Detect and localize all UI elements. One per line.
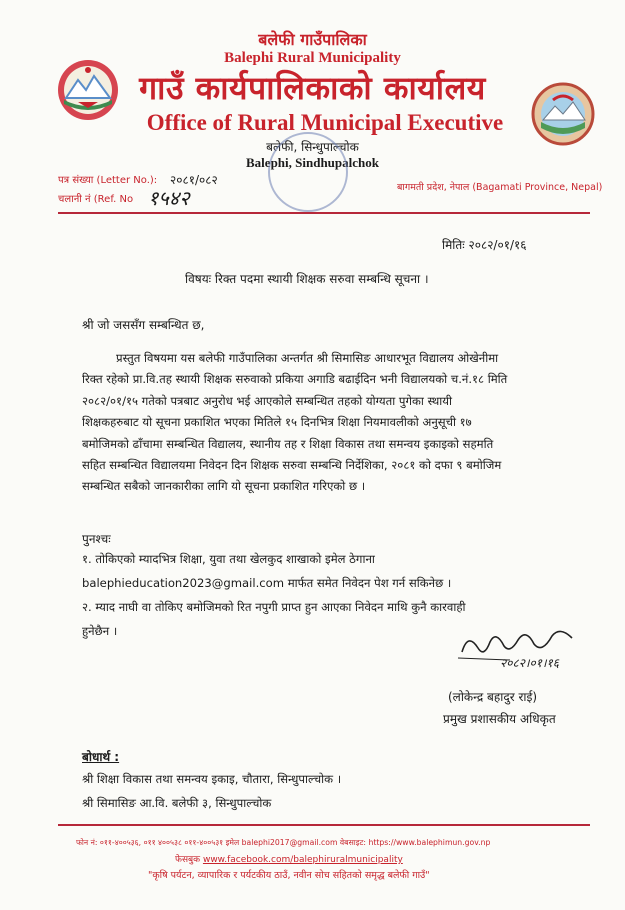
paragraph-line: बमोजिमको ढाँचामा सम्बन्धित विद्यालय, स्थानीय तह र शिक्षा विकास तथा समन्वय इकाइको सहमति: [82, 436, 494, 451]
paragraph-line: २०८२/०१/१५ गतेको पत्रबाट अनुरोध भई आएकोले सम्बन्धित तहको योग्यता पुगेका स्थायी: [82, 393, 453, 408]
letter-no-label: पत्र संख्या (Letter No.):: [58, 175, 158, 186]
paragraph-line: प्रस्तुत विषयमा यस बलेफी गाउँपालिका अन्तर्गत श्री सिमासिङ आधारभूत विद्यालय ओखेनीमा: [116, 351, 499, 365]
salutation: श्री जो जससँग सम्बन्धित छ,: [82, 318, 205, 332]
cc-item: श्री सिमासिङ आ.वि. बलेफी ३, सिन्धुपाल्चोक: [82, 796, 272, 810]
postscript-line-1: १. तोकिएको म्यादभित्र शिक्षा, युवा तथा खेलकुद शाखाको इमेल ठेगाना: [82, 552, 375, 566]
cc-heading: बोधार्थ :: [82, 750, 120, 764]
header-divider: [58, 212, 590, 214]
footer-slogan: "कृषि पर्यटन, व्यापारिक र पर्यटकीय ठाउँ, नवीन सोच सहितको समृद्ध बलेफी गाउँ": [148, 870, 430, 881]
subject: विषयः रिक्त पदमा स्थायी शिक्षक सरुवा सम्बन्धि सूचना ।: [185, 272, 429, 286]
body-paragraph: [82, 348, 594, 498]
office-name-en: Office of Rural Municipal Executive: [146, 110, 504, 135]
paragraph-line: शिक्षकहरुबाट यो सूचना प्रकाशित भएका मितिले १५ दिनभित्र शिक्षा नियमावलीको अनुसूची १७: [82, 415, 472, 430]
office-stamp: [268, 132, 348, 212]
postscript-line-2: [82, 576, 451, 591]
municipality-name-np: बलेफी गाउँपालिका: [258, 30, 367, 49]
municipality-name-en: Balephi Rural Municipality: [224, 50, 401, 66]
office-name-np: गाउँ कार्यपालिकाको कार्यालय: [139, 69, 486, 107]
signatory-title: प्रमुख प्रशासकीय अधिकृत: [443, 712, 556, 726]
signatory-name: (लोकेन्द्र बहादुर राई): [448, 690, 538, 704]
letter-date: मितिः २०८२/०१/१६: [442, 238, 527, 252]
facebook-label: फेसबुक: [175, 855, 201, 865]
signature-date: २०८२।०१।१६: [500, 656, 560, 670]
postscript-line-2-rest: मार्फत समेत निवेदन पेश गर्न सकिनेछ ।: [287, 576, 452, 590]
place-np: बलेफी, सिन्धुपाल्चोक: [266, 140, 359, 154]
footer-contact: फोन नं: ०११-४००५३६, ०११ ४००५३८ ०११-४००५३१ इमेल balephi2017@gmail.com वेबसाइट: https://www.balephimun.gov.np: [76, 838, 491, 847]
postscript-line-3: २. म्याद नाघी वा तोकिए बमोजिमको रित नपुगी प्राप्त हुन आएका निवेदन माथि कुनै कारवाही: [82, 600, 466, 614]
facebook-link[interactable]: www.facebook.com/balephiruralmunicipality: [202, 855, 403, 865]
ref-no-value: १५४२: [148, 186, 190, 210]
footer-divider: [58, 824, 590, 826]
cc-item: श्री शिक्षा विकास तथा समन्वय इकाइ, चौतारा, सिन्धुपाल्चोक ।: [82, 772, 342, 786]
province: बागमती प्रदेश, नेपाल (Bagamati Province, Nepal): [397, 182, 603, 193]
place-en: Balephi, Sindhupalchok: [246, 155, 379, 170]
paragraph-line: सहित सम्बन्धित विद्यालयमा निवेदन दिन शिक्षक सरुवा सम्बन्धि निर्देशिका, २०८१ को दफा ९ बमोजिम: [82, 458, 502, 473]
paragraph-line: सम्बन्धित सबैको जानकारीका लागि यो सूचना प्रकाशित गरिएको छ ।: [82, 479, 366, 494]
footer-facebook: [175, 852, 403, 865]
postscript-line-4: हुनेछैन ।: [82, 624, 118, 638]
ref-no-label: चलानी नं (Ref. No: [58, 194, 134, 205]
postscript-heading: पुनश्चः: [82, 532, 111, 546]
paragraph-line: रिक्त रहेको प्रा.वि.तह स्थायी शिक्षक सरुवाको प्रकिया अगाडि बढाईदिन भनी विद्यालयको च.नं.१८ मिति: [82, 372, 508, 387]
letter-no-value: २०८१/०८२: [170, 173, 218, 187]
email-link[interactable]: balephieducation2023@gmail.com: [82, 576, 285, 590]
